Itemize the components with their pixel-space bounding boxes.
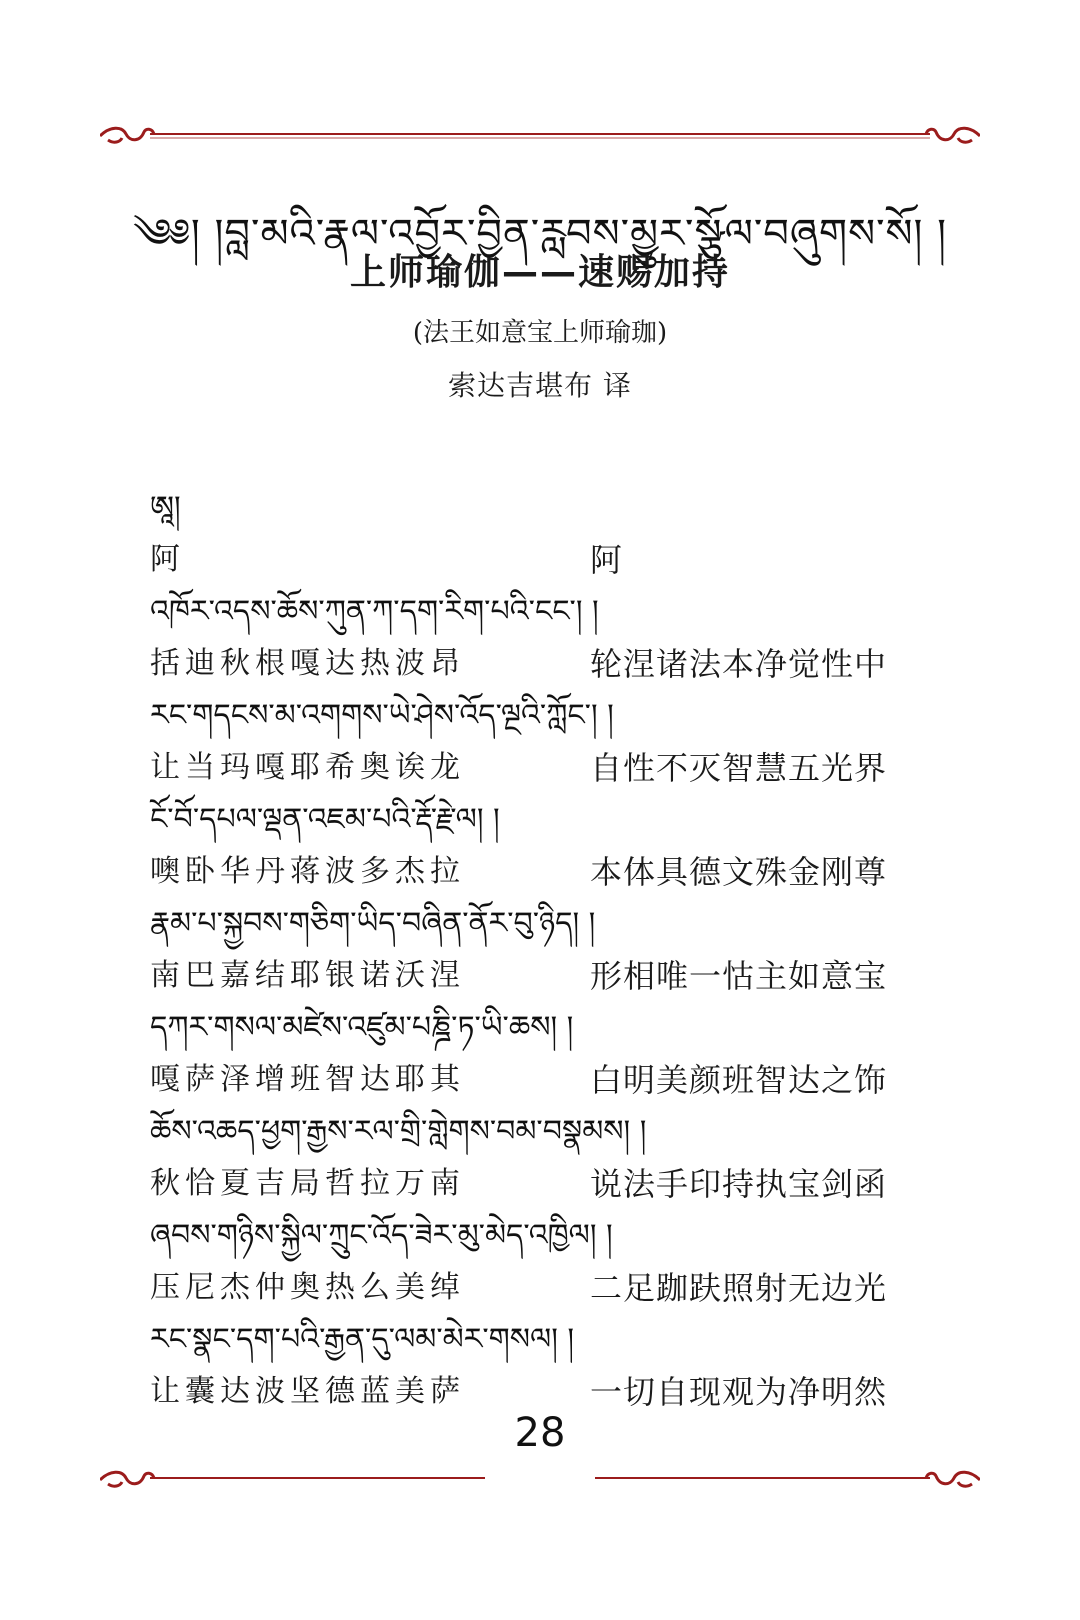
verse-translation: 轮涅诸法本净觉性中 [590, 645, 888, 683]
verse-phonetic: 让囊达波坚德蓝美萨 [150, 1374, 465, 1409]
verse-phonetic: 压尼杰仲奥热么美绰 [150, 1270, 465, 1305]
verse-pair [150, 1156, 940, 1212]
verse-phonetic: 南巴嘉结耶银诺沃涅 [150, 958, 465, 993]
verse-phonetic: 括迪秋根嘎达热波昂 [150, 646, 465, 681]
verse-tibetan: དཀར་གསལ་མཛེས་འཛུམ་པཎྜི་ཏ་ཡི་ཆས། ། [150, 1010, 574, 1045]
verse-pair [150, 948, 940, 1004]
opening-pair [150, 532, 940, 588]
verse-tibetan: འཁོར་འདས་ཆོས་ཀུན་ཀ་དག་རིག་པའི་ངང་། ། [150, 594, 599, 629]
verse-tibetan: ངོ་བོ་དཔལ་ལྡན་འཇམ་པའི་རྡོ་རྗེ་ལ། ། [150, 802, 500, 837]
verse-phonetic: 嘎萨泽增班智达耶其 [150, 1062, 465, 1097]
verse-phonetic: 让当玛嘎耶希奥诶龙 [150, 750, 465, 785]
tibetan-title: ༄༅། །བླ་མའི་རྣལ་འབྱོར་བྱིན་རླབས་མྱུར་སྩོལ་བཞུགས་སོ། ། [133, 211, 947, 257]
verse-translation: 白明美颜班智达之饰 [590, 1061, 888, 1099]
verse-translation: 形相唯一怙主如意宝 [590, 957, 888, 995]
verse-phonetic: 秋恰夏吉局哲拉万南 [150, 1166, 465, 1201]
subtitle: (法王如意宝上师瑜珈) [412, 318, 668, 348]
verse-pair [150, 1052, 940, 1108]
opening-phonetic: 阿 [150, 542, 185, 577]
opening-translation: 阿 [590, 541, 624, 579]
verse-list [150, 484, 940, 1420]
bottom-ornament-rule [100, 1464, 980, 1494]
verse-pair [150, 740, 940, 796]
chinese-title: 上师瑜伽——速赐加持 [349, 252, 730, 293]
opening-tibetan: ཨཱ། [150, 490, 181, 525]
verse-pair [150, 1260, 940, 1316]
verse-translation: 一切自现观为净明然 [590, 1373, 888, 1411]
verse-translation: 本体具德文殊金刚尊 [590, 853, 888, 891]
verse-phonetic: 噢卧华丹蒋波多杰拉 [150, 854, 465, 889]
verse-pair [150, 844, 940, 900]
verse-tibetan: རང་གདངས་མ་འགགས་ཡེ་ཤེས་འོད་ལྔའི་ཀློང་། ། [150, 698, 614, 733]
verse-pair [150, 636, 940, 692]
verse-tibetan: རྣམ་པ་སྐྱབས་གཅིག་ཡིད་བཞིན་ནོར་བུ་ཉིད། ། [150, 906, 596, 941]
top-ornament-rule [100, 120, 980, 150]
verse-tibetan: ཞབས་གཉིས་སྐྱིལ་ཀྲུང་འོད་ཟེར་མུ་མེད་འཁྱིལ། ། [150, 1218, 613, 1253]
verse-translation: 说法手印持执宝剑函 [590, 1165, 888, 1203]
verse-tibetan: ཆོས་འཆད་ཕྱག་རྒྱས་རལ་གྲི་གླེགས་བམ་བསྣམས། ། [150, 1114, 647, 1149]
page-number-text: 28 [503, 1410, 578, 1456]
verse-tibetan: རང་སྣང་དག་པའི་རྒྱན་དུ་ལམ་མེར་གསལ། ། [150, 1322, 575, 1357]
translator-credit: 索达吉堪布 译 [448, 369, 632, 402]
verse-translation: 二足跏趺照射无边光 [590, 1269, 888, 1307]
page-number [0, 1410, 1080, 1456]
verse-translation: 自性不灭智慧五光界 [590, 749, 888, 787]
